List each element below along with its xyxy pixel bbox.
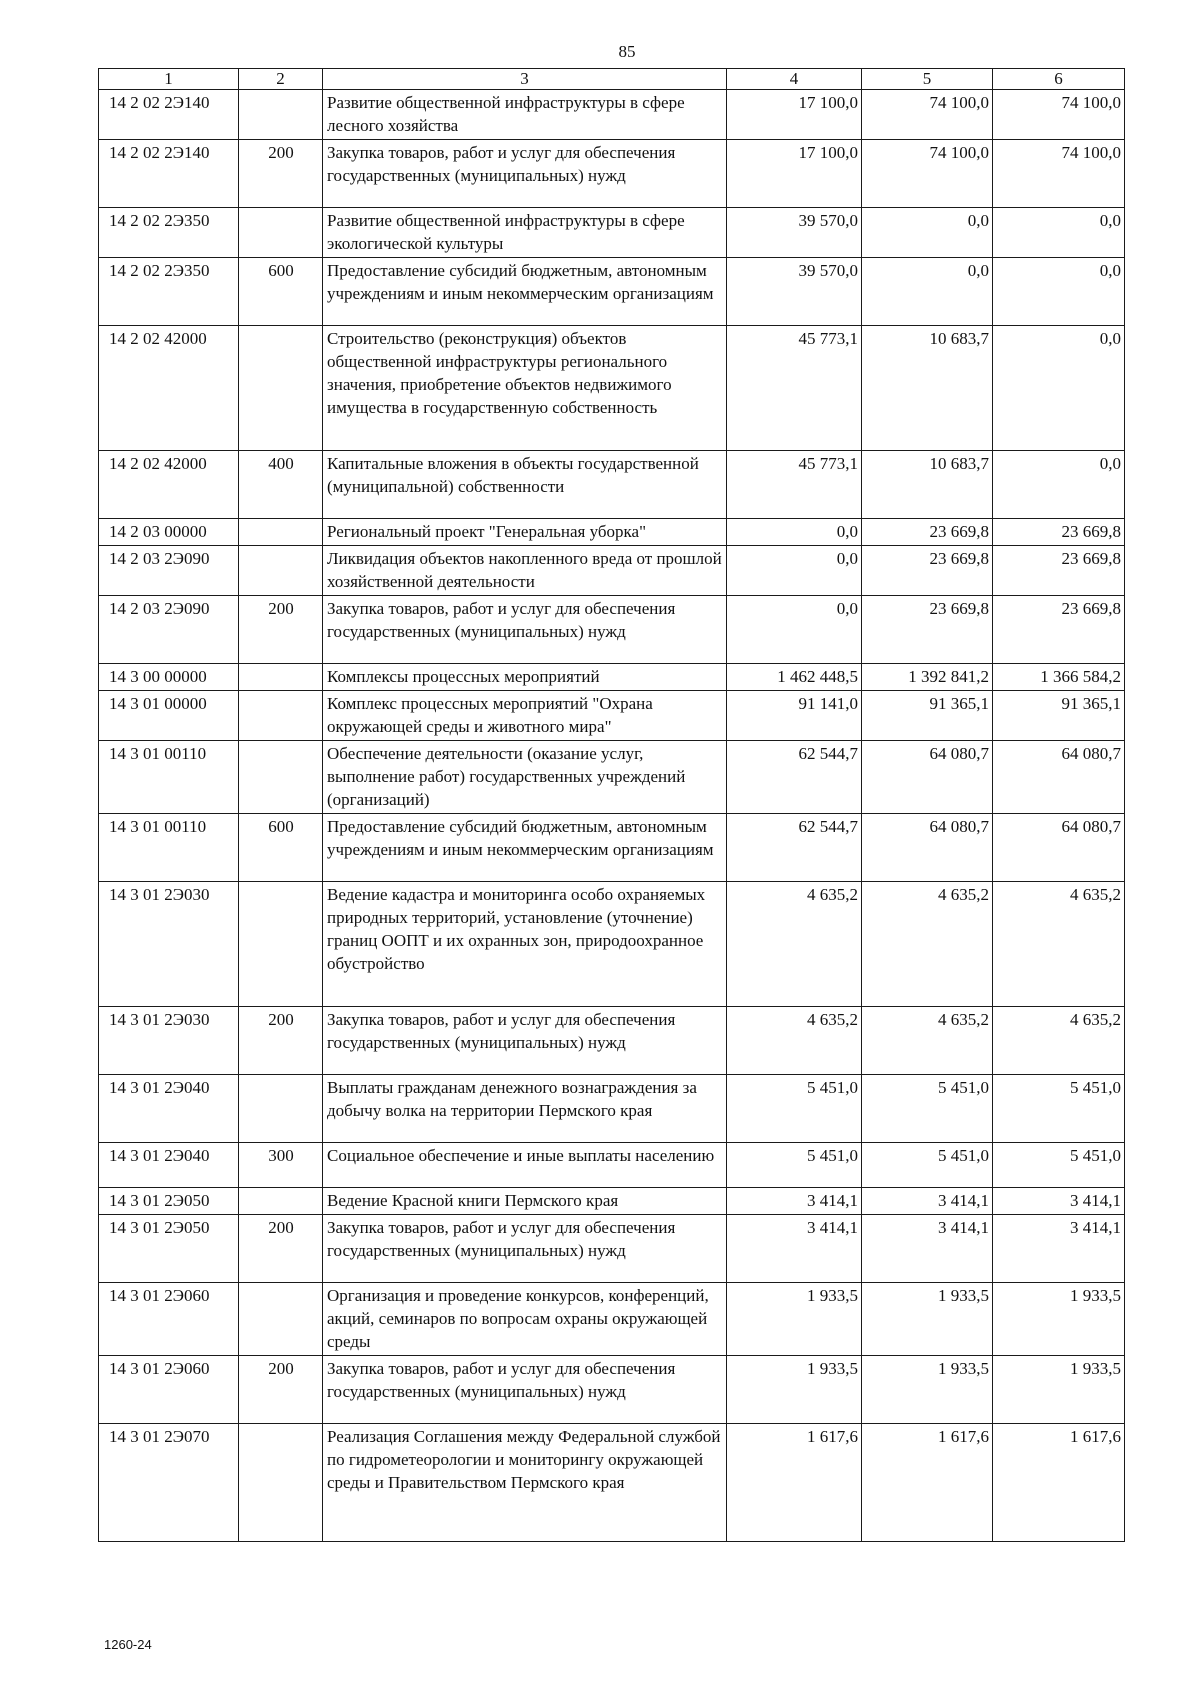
cell-value-5: 64 080,7 bbox=[862, 814, 993, 882]
cell-value-6: 3 414,1 bbox=[993, 1215, 1125, 1283]
table-row bbox=[99, 90, 1125, 140]
cell-expense-type: 200 bbox=[239, 596, 323, 664]
cell-value-4: 5 451,0 bbox=[727, 1075, 862, 1143]
cell-name: Закупка товаров, работ и услуг для обеспечения государственных (муниципальных) нужд bbox=[323, 1215, 727, 1283]
table-row bbox=[99, 546, 1125, 596]
table-row bbox=[99, 664, 1125, 691]
table-row bbox=[99, 1283, 1125, 1356]
cell-value-5: 1 933,5 bbox=[862, 1283, 993, 1356]
cell-expense-type bbox=[239, 208, 323, 258]
cell-value-6: 1 933,5 bbox=[993, 1283, 1125, 1356]
cell-expense-type bbox=[239, 326, 323, 451]
cell-value-5: 3 414,1 bbox=[862, 1188, 993, 1215]
cell-value-6: 1 617,6 bbox=[993, 1424, 1125, 1542]
cell-expense-type bbox=[239, 1188, 323, 1215]
cell-expense-type: 200 bbox=[239, 1007, 323, 1075]
cell-expense-type bbox=[239, 664, 323, 691]
cell-expense-type bbox=[239, 1283, 323, 1356]
document-code: 1260-24 bbox=[104, 1637, 152, 1652]
cell-value-6: 64 080,7 bbox=[993, 741, 1125, 814]
cell-value-5: 74 100,0 bbox=[862, 140, 993, 208]
cell-value-5: 1 392 841,2 bbox=[862, 664, 993, 691]
cell-expense-type: 200 bbox=[239, 1215, 323, 1283]
cell-code: 14 3 01 00110 bbox=[99, 814, 239, 882]
cell-expense-type: 600 bbox=[239, 814, 323, 882]
cell-expense-type bbox=[239, 546, 323, 596]
cell-name: Закупка товаров, работ и услуг для обеспечения государственных (муниципальных) нужд bbox=[323, 1356, 727, 1424]
cell-value-5: 0,0 bbox=[862, 208, 993, 258]
cell-name: Комплекс процессных мероприятий "Охрана окружающей среды и животного мира" bbox=[323, 691, 727, 741]
cell-value-6: 74 100,0 bbox=[993, 90, 1125, 140]
cell-name: Развитие общественной инфраструктуры в сфере экологической культуры bbox=[323, 208, 727, 258]
cell-value-6: 23 669,8 bbox=[993, 546, 1125, 596]
table-row bbox=[99, 596, 1125, 664]
cell-code: 14 2 02 2Э140 bbox=[99, 140, 239, 208]
cell-value-6: 91 365,1 bbox=[993, 691, 1125, 741]
cell-code: 14 3 00 00000 bbox=[99, 664, 239, 691]
cell-expense-type bbox=[239, 691, 323, 741]
cell-code: 14 3 01 2Э070 bbox=[99, 1424, 239, 1542]
table-row bbox=[99, 1424, 1125, 1542]
cell-value-4: 39 570,0 bbox=[727, 258, 862, 326]
budget-table bbox=[98, 68, 1125, 1542]
cell-code: 14 3 01 2Э030 bbox=[99, 1007, 239, 1075]
cell-value-4: 17 100,0 bbox=[727, 140, 862, 208]
cell-code: 14 3 01 00110 bbox=[99, 741, 239, 814]
cell-code: 14 3 01 2Э050 bbox=[99, 1215, 239, 1283]
cell-expense-type: 400 bbox=[239, 451, 323, 519]
cell-expense-type bbox=[239, 519, 323, 546]
cell-value-6: 0,0 bbox=[993, 258, 1125, 326]
cell-value-6: 5 451,0 bbox=[993, 1143, 1125, 1188]
cell-value-6: 3 414,1 bbox=[993, 1188, 1125, 1215]
cell-value-4: 1 462 448,5 bbox=[727, 664, 862, 691]
cell-expense-type: 600 bbox=[239, 258, 323, 326]
cell-value-4: 45 773,1 bbox=[727, 451, 862, 519]
cell-value-6: 23 669,8 bbox=[993, 596, 1125, 664]
cell-code: 14 3 01 2Э060 bbox=[99, 1356, 239, 1424]
cell-value-4: 0,0 bbox=[727, 519, 862, 546]
cell-value-5: 1 933,5 bbox=[862, 1356, 993, 1424]
column-header-4: 4 bbox=[727, 69, 862, 90]
cell-value-5: 23 669,8 bbox=[862, 519, 993, 546]
cell-value-5: 0,0 bbox=[862, 258, 993, 326]
cell-code: 14 3 01 2Э040 bbox=[99, 1075, 239, 1143]
cell-value-6: 0,0 bbox=[993, 208, 1125, 258]
cell-code: 14 2 02 42000 bbox=[99, 451, 239, 519]
cell-expense-type: 300 bbox=[239, 1143, 323, 1188]
cell-name: Региональный проект "Генеральная уборка" bbox=[323, 519, 727, 546]
cell-name: Ликвидация объектов накопленного вреда от прошлой хозяйственной деятельности bbox=[323, 546, 727, 596]
cell-name: Выплаты гражданам денежного вознаграждения за добычу волка на территории Пермского края bbox=[323, 1075, 727, 1143]
cell-name: Ведение Красной книги Пермского края bbox=[323, 1188, 727, 1215]
cell-code: 14 3 01 2Э040 bbox=[99, 1143, 239, 1188]
cell-value-5: 64 080,7 bbox=[862, 741, 993, 814]
cell-value-5: 23 669,8 bbox=[862, 596, 993, 664]
cell-value-4: 0,0 bbox=[727, 546, 862, 596]
table-row bbox=[99, 519, 1125, 546]
column-header-5: 5 bbox=[862, 69, 993, 90]
cell-value-4: 5 451,0 bbox=[727, 1143, 862, 1188]
cell-value-6: 5 451,0 bbox=[993, 1075, 1125, 1143]
cell-value-6: 4 635,2 bbox=[993, 1007, 1125, 1075]
cell-code: 14 2 03 2Э090 bbox=[99, 546, 239, 596]
table-row bbox=[99, 741, 1125, 814]
cell-name: Закупка товаров, работ и услуг для обеспечения государственных (муниципальных) нужд bbox=[323, 596, 727, 664]
table-row bbox=[99, 1143, 1125, 1188]
cell-value-5: 10 683,7 bbox=[862, 326, 993, 451]
column-header-6: 6 bbox=[993, 69, 1125, 90]
cell-value-4: 17 100,0 bbox=[727, 90, 862, 140]
cell-name: Закупка товаров, работ и услуг для обеспечения государственных (муниципальных) нужд bbox=[323, 1007, 727, 1075]
table-row bbox=[99, 451, 1125, 519]
cell-name: Организация и проведение конкурсов, конференций, акций, семинаров по вопросам охраны окружающей среды bbox=[323, 1283, 727, 1356]
cell-code: 14 2 03 00000 bbox=[99, 519, 239, 546]
table-row bbox=[99, 140, 1125, 208]
cell-value-5: 4 635,2 bbox=[862, 1007, 993, 1075]
cell-value-5: 5 451,0 bbox=[862, 1143, 993, 1188]
cell-value-6: 1 366 584,2 bbox=[993, 664, 1125, 691]
cell-value-4: 39 570,0 bbox=[727, 208, 862, 258]
cell-value-4: 4 635,2 bbox=[727, 882, 862, 1007]
cell-value-4: 3 414,1 bbox=[727, 1215, 862, 1283]
cell-name: Обеспечение деятельности (оказание услуг, выполнение работ) государственных учреждений (организаций) bbox=[323, 741, 727, 814]
cell-code: 14 2 02 42000 bbox=[99, 326, 239, 451]
cell-value-4: 1 933,5 bbox=[727, 1356, 862, 1424]
column-header-3: 3 bbox=[323, 69, 727, 90]
cell-code: 14 2 02 2Э140 bbox=[99, 90, 239, 140]
cell-value-6: 0,0 bbox=[993, 326, 1125, 451]
cell-value-5: 1 617,6 bbox=[862, 1424, 993, 1542]
table-row bbox=[99, 1356, 1125, 1424]
cell-value-4: 91 141,0 bbox=[727, 691, 862, 741]
cell-value-4: 62 544,7 bbox=[727, 741, 862, 814]
cell-name: Развитие общественной инфраструктуры в сфере лесного хозяйства bbox=[323, 90, 727, 140]
column-header-1: 1 bbox=[99, 69, 239, 90]
table-row bbox=[99, 814, 1125, 882]
cell-name: Капитальные вложения в объекты государственной (муниципальной) собственности bbox=[323, 451, 727, 519]
table-row bbox=[99, 1007, 1125, 1075]
cell-value-5: 3 414,1 bbox=[862, 1215, 993, 1283]
cell-value-5: 23 669,8 bbox=[862, 546, 993, 596]
cell-code: 14 2 02 2Э350 bbox=[99, 258, 239, 326]
cell-name: Строительство (реконструкция) объектов общественной инфраструктуры регионального значения, приобретение объектов недвижимого имущества в государственную собственность bbox=[323, 326, 727, 451]
cell-code: 14 3 01 2Э030 bbox=[99, 882, 239, 1007]
cell-code: 14 3 01 2Э060 bbox=[99, 1283, 239, 1356]
cell-name: Социальное обеспечение и иные выплаты населению bbox=[323, 1143, 727, 1188]
cell-value-5: 4 635,2 bbox=[862, 882, 993, 1007]
table-header-row bbox=[99, 69, 1125, 90]
cell-value-6: 0,0 bbox=[993, 451, 1125, 519]
cell-value-5: 91 365,1 bbox=[862, 691, 993, 741]
cell-value-6: 64 080,7 bbox=[993, 814, 1125, 882]
table-row bbox=[99, 1188, 1125, 1215]
cell-expense-type bbox=[239, 882, 323, 1007]
cell-value-5: 74 100,0 bbox=[862, 90, 993, 140]
table-row bbox=[99, 326, 1125, 451]
cell-value-4: 3 414,1 bbox=[727, 1188, 862, 1215]
cell-value-4: 62 544,7 bbox=[727, 814, 862, 882]
cell-expense-type bbox=[239, 741, 323, 814]
table-row bbox=[99, 882, 1125, 1007]
table-row bbox=[99, 691, 1125, 741]
cell-value-4: 1 933,5 bbox=[727, 1283, 862, 1356]
cell-code: 14 3 01 00000 bbox=[99, 691, 239, 741]
cell-name: Реализация Соглашения между Федеральной службой по гидрометеорологии и мониторингу окружающей среды и Правительством Пермского края bbox=[323, 1424, 727, 1542]
cell-value-4: 1 617,6 bbox=[727, 1424, 862, 1542]
cell-code: 14 2 02 2Э350 bbox=[99, 208, 239, 258]
cell-code: 14 2 03 2Э090 bbox=[99, 596, 239, 664]
table-row bbox=[99, 1075, 1125, 1143]
table-row bbox=[99, 258, 1125, 326]
column-header-2: 2 bbox=[239, 69, 323, 90]
cell-name: Комплексы процессных мероприятий bbox=[323, 664, 727, 691]
cell-value-6: 4 635,2 bbox=[993, 882, 1125, 1007]
cell-value-6: 1 933,5 bbox=[993, 1356, 1125, 1424]
page-number: 85 bbox=[618, 42, 636, 61]
cell-value-4: 0,0 bbox=[727, 596, 862, 664]
cell-expense-type bbox=[239, 1424, 323, 1542]
cell-value-4: 45 773,1 bbox=[727, 326, 862, 451]
cell-value-6: 23 669,8 bbox=[993, 519, 1125, 546]
cell-expense-type: 200 bbox=[239, 1356, 323, 1424]
cell-name: Предоставление субсидий бюджетным, автономным учреждениям и иным некоммерческим организациям bbox=[323, 258, 727, 326]
table-row bbox=[99, 1215, 1125, 1283]
cell-expense-type bbox=[239, 1075, 323, 1143]
cell-code: 14 3 01 2Э050 bbox=[99, 1188, 239, 1215]
cell-value-6: 74 100,0 bbox=[993, 140, 1125, 208]
cell-value-5: 5 451,0 bbox=[862, 1075, 993, 1143]
cell-expense-type: 200 bbox=[239, 140, 323, 208]
cell-name: Закупка товаров, работ и услуг для обеспечения государственных (муниципальных) нужд bbox=[323, 140, 727, 208]
cell-value-5: 10 683,7 bbox=[862, 451, 993, 519]
table-row bbox=[99, 208, 1125, 258]
cell-name: Предоставление субсидий бюджетным, автономным учреждениям и иным некоммерческим организациям bbox=[323, 814, 727, 882]
cell-value-4: 4 635,2 bbox=[727, 1007, 862, 1075]
cell-name: Ведение кадастра и мониторинга особо охраняемых природных территорий, установление (уточнение) границ ООПТ и их охранных зон, природоохранное обустройство bbox=[323, 882, 727, 1007]
cell-expense-type bbox=[239, 90, 323, 140]
